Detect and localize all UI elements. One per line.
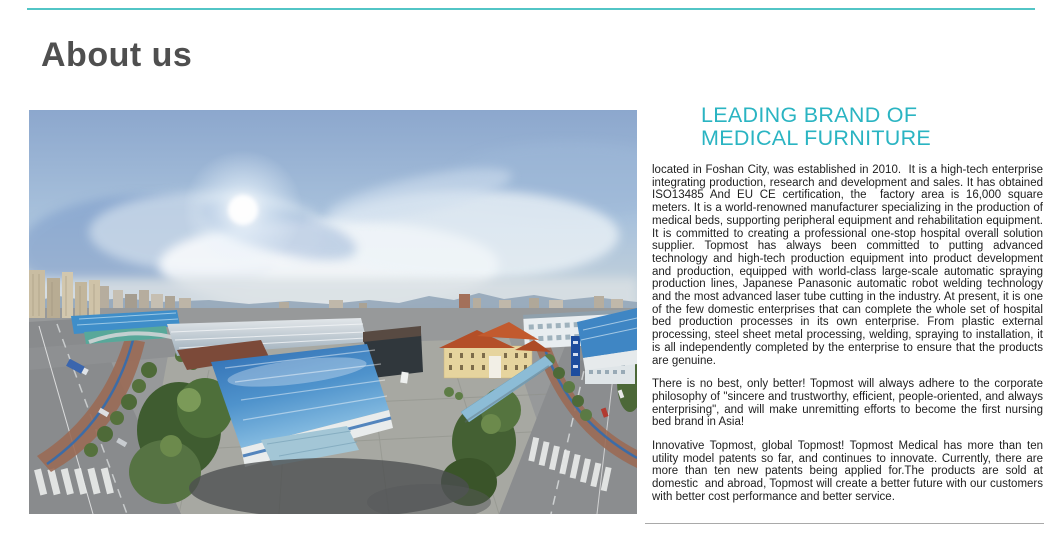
bottom-divider [645, 523, 1044, 524]
about-text-column [652, 103, 1047, 515]
about-paragraph-1: located in Foshan City, was established in 2010. It is a high-tech enterprise integrating production, research and development and sales. It has obtained ISO13485 And EU CE certification, the factory area is 16,000 square meters. It is a world-renowned manufacturer specializing in the production of medical beds, supporting peripheral equipment and rehabilitation equipment. It is committed to creating a professional one-stop hospital overall solution supplier. Topmost has always been committed to putting advanced technology and high-tech production equipment into product development and production, equipped with world-class large-scale automatic spraying production lines, Japanese Panasonic automatic robot welding technology and the most advanced laser tube cutting in the industry. At present, it is one of the few domestic enterprises that can complete the whole set of hospital bed production processes in its own enterprise. From plastic external processing, steel sheet metal processing, welding, spraying to installation, it is all independently completed by the enterprise to ensure that the products are genuine. [652, 164, 1047, 367]
section-heading-line2: MEDICAL FURNITURE [701, 126, 932, 150]
about-paragraph-3: Innovative Topmost, global Topmost! Topmost Medical has more than ten utility model patents so far, and continues to innovate. Currently, there are more than ten new patents being applied for.The products are sold at domestic and abroad, Topmost will create a better future with our customers with better cost performance and better service. [652, 440, 1047, 503]
page-title: About us [41, 36, 193, 74]
section-heading [701, 104, 1043, 150]
section-heading-line1: LEADING BRAND OF [701, 103, 918, 127]
sky [29, 110, 637, 312]
about-paragraph-2: There is no best, only better! Topmost will always adhere to the corporate philosophy of "sincere and trustworthy, efficient, people-oriented, and always enterprising", and will make unremitting efforts to become the first nursing bed brand in Asia! [652, 378, 1047, 429]
top-accent-divider [27, 8, 1035, 10]
factory-aerial-panorama-photo [29, 110, 637, 514]
